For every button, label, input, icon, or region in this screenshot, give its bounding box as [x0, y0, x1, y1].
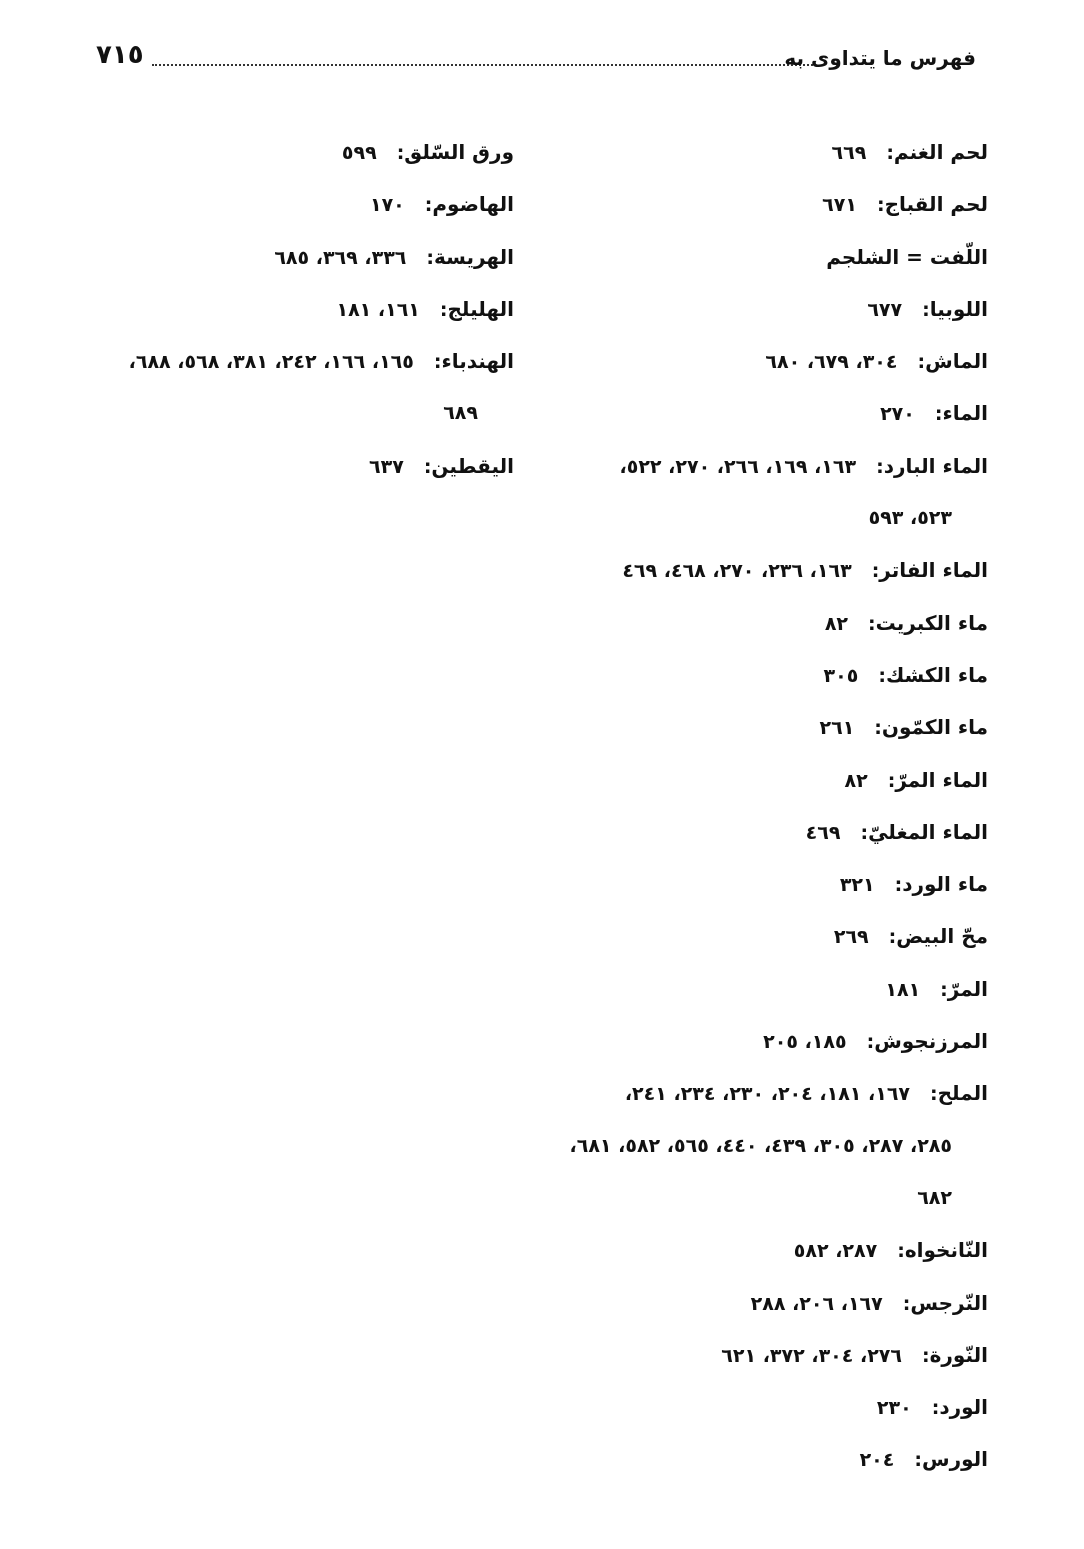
index-entry: [548, 754, 988, 806]
page-references: ٦٨٩: [443, 402, 478, 425]
index-term: النّرجس: [910, 1290, 988, 1315]
index-entry: [548, 1224, 988, 1276]
index-entry: [74, 231, 514, 283]
index-term: محّ البيض: [896, 924, 988, 949]
page-references: ٢٨٧، ٥٨٢: [793, 1240, 878, 1263]
colon-separator: :: [433, 351, 442, 374]
index-entry: [548, 126, 988, 178]
page-references: ٣٠٤، ٦٧٩، ٦٨٠: [765, 351, 898, 374]
index-term: اللوبيا: [929, 296, 988, 321]
index-entry: [74, 440, 514, 492]
index-entry: [548, 1433, 988, 1485]
colon-separator: :: [897, 1240, 905, 1263]
colon-separator: :: [876, 194, 885, 217]
page-references: ٥٩٩: [341, 142, 377, 164]
index-term: الهليلج: [447, 296, 514, 321]
page-references: ٦٧٧: [867, 298, 903, 321]
index-entry: [548, 387, 988, 439]
colon-separator: :: [424, 194, 433, 217]
index-term: ورق السّلق: [404, 140, 514, 164]
index-entry-continuation: [548, 1120, 988, 1172]
page-references: ٢٦١: [819, 717, 855, 740]
page-references: ١٦٧، ١٨١، ٢٠٤، ٢٣٠، ٢٣٤، ٢٤١،: [624, 1083, 911, 1106]
page-references: ١٨٥، ٢٠٥: [763, 1031, 847, 1054]
index-term: الماء المرّ: [895, 767, 988, 792]
page-references: ٥٢٣، ٥٩٣: [868, 507, 952, 530]
running-title: فهرس ما يتداوى به: [784, 46, 976, 70]
page-references: ٢٨٥، ٢٨٧، ٣٠٥، ٤٣٩، ٤٤٠، ٥٦٥، ٥٨٢، ٦٨١،: [569, 1134, 952, 1157]
index-term: الملح: [937, 1081, 988, 1106]
index-term: النّانخواه: [904, 1238, 988, 1263]
index-term: الهاضوم: [432, 192, 514, 217]
page-references: ٢٠٤: [859, 1449, 895, 1472]
page-references: ٢٣٠: [876, 1397, 912, 1420]
page-references: ١٦٣، ١٦٩، ٢٦٦، ٢٧٠، ٥٢٢،: [619, 455, 857, 478]
page-references: ٤٦٩: [805, 821, 841, 844]
page-references: ٣٠٥: [823, 664, 859, 687]
index-entry: [74, 178, 514, 230]
colon-separator: :: [876, 455, 884, 478]
index-entry: [548, 963, 988, 1015]
index-term: ماء الكبريت: [875, 610, 988, 635]
index-entry: [548, 231, 988, 283]
page-references: ٨٢: [844, 769, 868, 792]
colon-separator: :: [874, 717, 882, 740]
page-references: ١٦٣، ٢٣٦، ٢٧٠، ٤٦٨، ٤٦٩: [622, 560, 852, 583]
page-references: ٦٦٩: [831, 142, 867, 164]
page-references: ١٧٠: [369, 194, 405, 217]
page-references: ١٦٥، ١٦٦، ٢٤٢، ٣٨١، ٥٦٨، ٦٨٨،: [128, 351, 414, 374]
index-term: اليقطين: [431, 453, 514, 478]
page-references: ٦٣٧: [369, 455, 404, 478]
page-references: ٦٧١: [822, 194, 857, 217]
index-term: لحم الغنم: [893, 140, 988, 164]
index-term: اللّفت = الشلجم: [826, 244, 988, 269]
index-entry: [548, 178, 988, 230]
index-entry: [548, 283, 988, 335]
colon-separator: :: [934, 403, 943, 426]
index-term: النّورة: [929, 1342, 988, 1367]
page-references: ١٦١، ١٨١: [336, 298, 420, 321]
index-term: الورس: [921, 1447, 988, 1472]
colon-separator: :: [887, 769, 896, 792]
colon-separator: :: [931, 1397, 940, 1420]
index-term: الماء: [942, 401, 988, 426]
colon-separator: :: [866, 1031, 875, 1054]
colon-separator: :: [902, 1292, 911, 1315]
index-entry: [548, 858, 988, 910]
index-entry: [548, 544, 988, 596]
page-references: ٢٧٠: [880, 403, 915, 426]
index-entry: [548, 806, 988, 858]
colon-separator: :: [439, 298, 448, 321]
index-entry: [74, 283, 514, 335]
colon-separator: :: [396, 142, 405, 164]
colon-separator: :: [940, 978, 948, 1001]
page-references: ٣٢١: [839, 874, 875, 897]
colon-separator: :: [930, 1083, 938, 1106]
colon-separator: :: [886, 142, 894, 164]
index-entry: [548, 1329, 988, 1381]
colon-separator: :: [878, 664, 886, 687]
dotted-leader: [152, 64, 816, 66]
page-references: ٨٢: [824, 612, 849, 635]
colon-separator: :: [917, 351, 926, 374]
index-entry: [548, 335, 988, 387]
page-references: ٢٦٩: [833, 926, 869, 949]
index-entry: [548, 1277, 988, 1329]
index-entry-continuation: [548, 492, 988, 544]
index-term: الورد: [939, 1395, 988, 1420]
index-entry: [548, 597, 988, 649]
index-entry: [548, 649, 988, 701]
page-references: ٢٧٦، ٣٠٤، ٣٧٢، ٦٢١: [721, 1344, 902, 1367]
page-references: ١٦٧، ٢٠٦، ٢٨٨: [750, 1292, 883, 1315]
index-entry: [548, 440, 988, 492]
index-column-right: [548, 126, 988, 1486]
page-references: ٦٨٢: [917, 1186, 952, 1209]
colon-separator: :: [914, 1449, 922, 1472]
page-references: ٣٣٦، ٣٦٩، ٦٨٥: [274, 246, 407, 269]
index-entry: [548, 701, 988, 753]
colon-separator: :: [922, 1344, 930, 1367]
index-column-left: [74, 126, 514, 492]
index-term: المرزنجوش: [874, 1029, 988, 1054]
index-entry-continuation: [548, 1172, 988, 1224]
colon-separator: :: [423, 455, 432, 478]
index-entry: [548, 1067, 988, 1119]
index-entry-continuation: [74, 387, 514, 439]
index-term: ماء الورد: [902, 872, 988, 897]
page-header: [96, 40, 976, 80]
index-entry: [548, 910, 988, 962]
index-entry: [74, 335, 514, 387]
page-number: ٧١٥: [96, 40, 144, 70]
index-term: لحم القباج: [884, 192, 988, 217]
colon-separator: :: [922, 298, 930, 321]
colon-separator: :: [894, 874, 903, 897]
index-term: الماء المغليّ: [868, 819, 988, 844]
index-term: المرّ: [947, 976, 988, 1001]
colon-separator: :: [860, 821, 869, 844]
index-term: ماء الكمّون: [881, 715, 988, 740]
index-entry: [548, 1381, 988, 1433]
index-entry: [74, 126, 514, 178]
index-term: ماء الكشك: [885, 662, 988, 687]
index-term: الماش: [925, 349, 988, 374]
index-term: الماء البارد: [883, 453, 988, 478]
colon-separator: :: [868, 612, 876, 635]
index-term: الهندباء: [441, 349, 514, 374]
colon-separator: :: [871, 560, 880, 583]
colon-separator: :: [888, 926, 897, 949]
index-term: الماء الفاتر: [879, 558, 988, 583]
index-term: الهريسة: [434, 244, 514, 269]
index-entry: [548, 1015, 988, 1067]
colon-separator: :: [426, 246, 434, 269]
page-references: ١٨١: [885, 978, 921, 1001]
